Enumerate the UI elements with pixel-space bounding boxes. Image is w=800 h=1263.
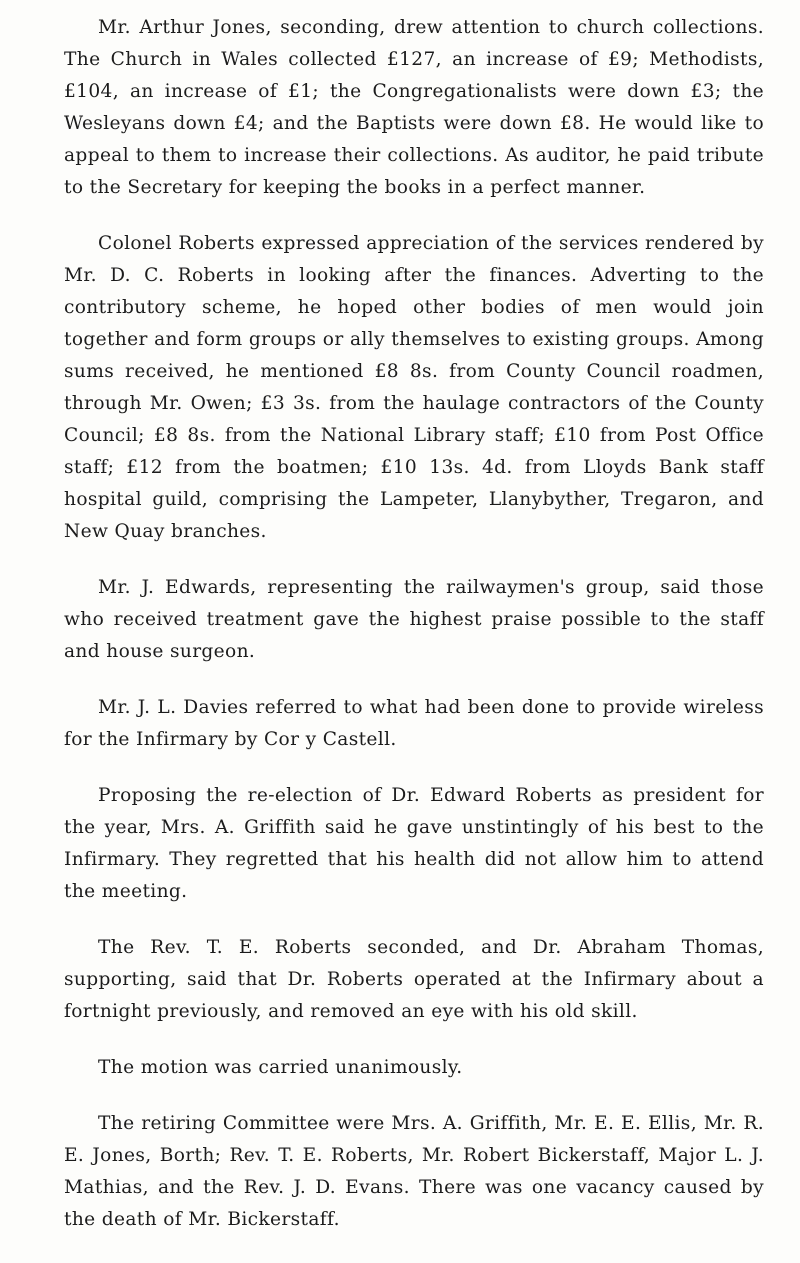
paragraph-collections: Mr. Arthur Jones, seconding, drew attention to church collections. The Church in Wales collected £127, an increase of £9; Methodists, £104, an increase of £1; the Congregationalists were down £3; the Wesleyans down £4; and the Baptists were down £8. He would like to appeal to them to increase their collections. As auditor, he paid tribute to the Secretary for keeping the books in a perfect manner. (64, 17, 764, 198)
paragraph-railwaymen: Mr. J. Edwards, representing the railwaymen's group, said those who received treatment gave the highest praise possible to the staff and house surgeon. (64, 577, 764, 662)
paragraph-seconded: The Rev. T. E. Roberts seconded, and Dr. Abraham Thomas, supporting, said that Dr. Roberts operated at the Infirmary about a fortnight previously, and removed an eye with his old skill. (64, 937, 764, 1022)
article-column (64, 12, 764, 1260)
paragraph-wireless: Mr. J. L. Davies referred to what had been done to provide wireless for the Infirmary by Cor y Castell. (64, 697, 764, 750)
paragraph-committee: The retiring Committee were Mrs. A. Griffith, Mr. E. E. Ellis, Mr. R. E. Jones, Borth; Rev. T. E. Roberts, Mr. Robert Bickerstaff, Major L. J. Mathias, and the Rev. J. D. Evans. There was one vacancy caused by the death of Mr. Bickerstaff. (64, 1113, 764, 1230)
paragraph-president: Proposing the re-election of Dr. Edward Roberts as president for the year, Mrs. A. Griffith said he gave unstintingly of his best to the Infirmary. They regretted that his health did not allow him to attend the meeting. (64, 785, 764, 902)
paragraph-colonel-roberts: Colonel Roberts expressed appreciation of the services rendered by Mr. D. C. Roberts in looking after the finances. Adverting to the contributory scheme, he hoped other bodies of men would join together and form groups or ally themselves to existing groups. Among sums received, he mentioned £8 8s. from County Council roadmen, through Mr. Owen; £3 3s. from the haulage contractors of the County Council; £8 8s. from the National Library staff; £10 from Post Office staff; £12 from the boatmen; £10 13s. 4d. from Lloyds Bank staff hospital guild, comprising the Lampeter, Llanybyther, Tregaron, and New Quay branches. (64, 233, 764, 542)
paragraph-motion: The motion was carried unanimously. (98, 1057, 463, 1078)
